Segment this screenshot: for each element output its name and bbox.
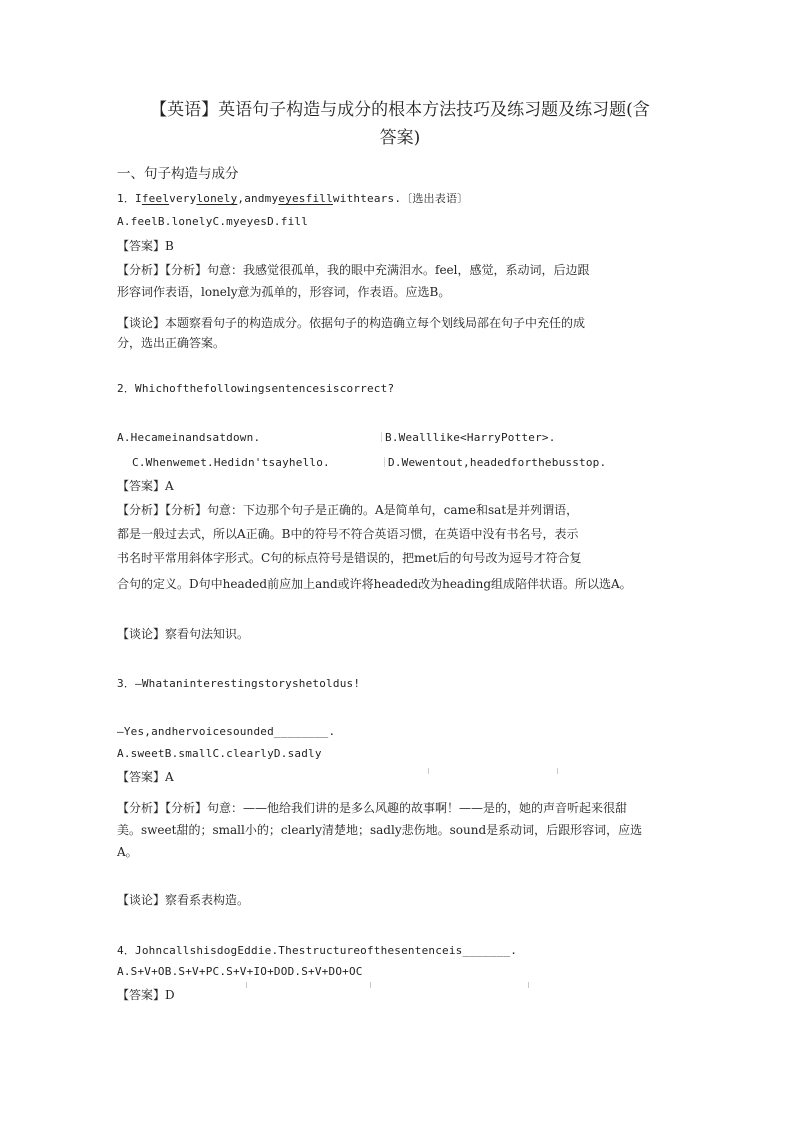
q2-option-c: C.Whenwemet.Hedidn'tsayhello.: [132, 456, 330, 469]
scan-mark: [557, 768, 558, 774]
margin-tick: [381, 432, 382, 442]
q1-comment-line-1: 【谈论】本题察看句子的构造成分。依据句子的构造确立每个划线局部在句子中充任的成: [117, 316, 586, 330]
q3-analysis-line-3: A。: [117, 845, 138, 859]
q1-analysis-line-1: 【分析】【分析】句意：我感觉很孤单，我的眼中充满泪水。feel，感觉，系动词，后边跟: [117, 263, 590, 277]
q1-answer: 【答案】B: [117, 239, 174, 253]
q1-comment-line-2: 分，选出正确答案。: [117, 336, 226, 350]
question-1: [117, 191, 468, 207]
question-4: 4．JohncallshisdogEddie.Thestructureofthesentenceis_______.: [117, 944, 518, 957]
margin-tick: [384, 457, 385, 467]
q1-underline-fill: fill: [305, 192, 333, 205]
q2-analysis-line-2: 都是一般过去式，所以A正确。B中的符号不符合英语习惯，在英语中没有书名号，表示: [117, 527, 579, 541]
q2-option-d: D.Wewentout,headedforthebusstop.: [388, 456, 607, 469]
q2-comment: 【谈论】察看句法知识。: [117, 627, 250, 641]
scan-mark: [370, 982, 371, 988]
q1-underline-eyes: eyes: [278, 192, 306, 205]
q4-answer: 【答案】D: [117, 988, 175, 1002]
q4-options: A.S+V+OB.S+V+PC.S+V+IO+DOD.S+V+DO+OC: [117, 965, 363, 978]
q1-underline-lonely: lonely: [196, 192, 238, 205]
question-3: 3．—Whataninterestingstoryshetoldus!: [117, 677, 361, 690]
title-line-2: 答案): [379, 128, 421, 148]
q1-analysis-line-2: 形容词作表语，lonely意为孤单的，形容词，作表语。应选B。: [117, 285, 451, 299]
q1-part-a: 1．I: [117, 192, 142, 205]
q2-option-b: B.Wealllike<HarryPotter>.: [385, 431, 556, 444]
q2-analysis-line-4: 合句的定义。D句中headed前应加上and或许将headed改为heading组成陪伴状语。所以选A。: [117, 577, 632, 591]
q3-options: A.sweetB.smallC.clearlyD.sadly: [117, 747, 322, 760]
q2-analysis-line-1: 【分析】【分析】句意：下边那个句子是正确的。A是简单句，came和sat是并列谓语，: [117, 503, 579, 517]
q3-comment: 【谈论】察看系表构造。: [117, 893, 250, 907]
q3-reply: —Yes,andhervoicesounded________.: [117, 725, 336, 738]
q3-analysis-line-2: 美。sweet甜的；small小的；clearly清楚地；sadly悲伤地。sound是系动词，后跟形容词，应选: [117, 823, 643, 837]
document-title: [100, 96, 700, 152]
scan-mark: [528, 982, 529, 988]
scan-mark: [428, 768, 429, 774]
question-2: 2．Whichofthefollowingsentencesiscorrect?: [117, 382, 395, 395]
q2-option-a: A.Hecameinandsatdown.: [117, 431, 261, 444]
q1-options: A.feelB.lonelyC.myeyesD.fill: [117, 215, 309, 228]
q2-answer: 【答案】A: [117, 479, 174, 493]
title-line-1: 【英语】英语句子构造与成分的根本方法技巧及练习题及练习题(含: [150, 100, 650, 120]
section-heading: 一、句子构造与成分: [117, 166, 239, 182]
q1-underline-feel: feel: [141, 192, 170, 205]
q2-analysis-line-3: 书名时平常用斜体字形式。C句的标点符号是错误的，把met后的句号改为逗号才符合复: [117, 551, 582, 565]
q1-part-b: very: [169, 192, 197, 205]
q1-part-c: ,andmy: [237, 192, 279, 205]
scan-mark: [246, 982, 247, 988]
q3-analysis-line-1: 【分析】【分析】句意：——他给我们讲的是多么风趣的故事啊！——是的，她的声音听起来很甜: [117, 801, 628, 815]
q1-part-d: withtears.〔选出表语〕: [332, 192, 469, 205]
q3-answer: 【答案】A: [117, 770, 174, 784]
